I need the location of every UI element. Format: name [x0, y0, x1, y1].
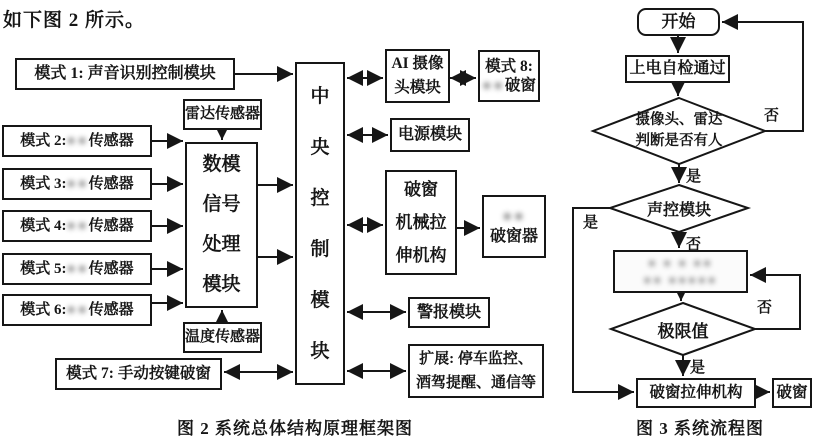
ai-camera-label: AI 摄像 头模块: [391, 55, 444, 96]
label-no-limit: 否: [757, 300, 773, 316]
box-mode3-sensor: [2, 168, 152, 200]
mode3-suffix: 传感器: [88, 175, 134, 192]
breaker-device-redacted: ●●: [502, 207, 526, 225]
flow-selfcheck: [625, 55, 730, 83]
mode4-prefix: 模式 4:: [20, 217, 67, 234]
box-mode5-sensor: [2, 253, 152, 285]
box-ai-camera-module: [385, 49, 450, 103]
box-mode1-label: 模式 1: 声音识别控制模块: [34, 65, 216, 82]
mode8-line1: 模式 8:: [485, 57, 533, 75]
mode4-redacted: ●●: [66, 217, 89, 234]
flow-start: [637, 8, 720, 36]
expansion-label: 扩展: 停车监控、 酒驾提醒、通信等: [415, 351, 536, 391]
box-temperature-sensor: [183, 322, 262, 353]
mode6-prefix: 模式 6:: [20, 301, 67, 318]
box-mode7-manual-button: [55, 358, 222, 390]
flow-blurred-line1: ● ● ● ●●: [647, 255, 713, 271]
radar-sensor-label: 雷达传感器: [185, 106, 261, 123]
dsp-module-label: 数模 信号 处理 模块: [202, 154, 241, 295]
label-no-voice: 否: [686, 237, 702, 253]
box-mode4-sensor: [2, 210, 152, 242]
box-mode6-sensor: [2, 294, 152, 326]
mode3-redacted: ●●: [66, 175, 89, 192]
box-radar-sensor: [183, 99, 262, 130]
flow-blurred-line2: ●● ●●●●●: [643, 271, 718, 287]
mode5-redacted: ●●: [66, 260, 89, 277]
mode8-line2: [482, 76, 536, 95]
flow-break-window-label: 破窗: [776, 384, 808, 402]
mode2-prefix: 模式 2:: [20, 132, 67, 149]
central-control-label: 中 央 控 制 模 块: [310, 85, 330, 362]
mode5-prefix: 模式 5:: [20, 260, 67, 277]
break-mechanism-label: 破窗 机械拉 伸机构: [395, 180, 447, 265]
box-central-control-module: [295, 62, 345, 385]
breaker-device-label: 破窗器: [489, 227, 538, 245]
box-alarm-module: [408, 297, 490, 328]
mode2-redacted: ●●: [66, 132, 89, 149]
box-break-mechanism: [385, 170, 457, 275]
flow-decision-detect-label: 摄像头、雷达 判断是否有人: [635, 112, 723, 149]
box-mode2-sensor: [2, 125, 152, 157]
flow-pull-mechanism-label: 破窗拉伸机构: [649, 384, 743, 402]
label-yes-voice: 是: [583, 215, 599, 231]
box-power-module: [390, 118, 470, 152]
alarm-module-label: 警报模块: [416, 303, 481, 321]
mode8-break-text: 破窗: [504, 77, 536, 94]
flow-blurred-sensor-box: [613, 250, 748, 293]
box-breaker-device: [482, 195, 546, 258]
mode8-redacted: ●●: [482, 77, 505, 94]
box-dsp-module: [185, 142, 258, 308]
flow-pull-mechanism: [636, 378, 756, 408]
mode3-prefix: 模式 3:: [20, 175, 67, 192]
box-expansion-functions: [408, 344, 544, 398]
figure3-caption: 图 3 系统流程图: [636, 419, 764, 438]
flow-start-label: 开始: [661, 12, 696, 32]
temperature-sensor-label: 温度传感器: [185, 329, 261, 346]
flow-decision-limit-label: 极限值: [657, 321, 709, 341]
flow-break-window: [772, 378, 812, 408]
mode7-label: 模式 7: 手动按键破窗: [66, 365, 211, 383]
label-no-detect: 否: [764, 108, 780, 124]
mode5-suffix: 传感器: [88, 260, 134, 277]
flow-selfcheck-label: 上电自检通过: [629, 60, 726, 77]
box-mode8: [478, 50, 540, 102]
figure2-caption: 图 2 系统总体结构原理框架图: [177, 419, 413, 438]
mode6-redacted: ●●: [66, 301, 89, 318]
mode2-suffix: 传感器: [88, 132, 134, 149]
mode4-suffix: 传感器: [88, 217, 134, 234]
mode6-suffix: 传感器: [88, 301, 134, 318]
power-module-label: 电源模块: [397, 126, 462, 143]
label-yes-limit: 是: [690, 360, 706, 376]
label-yes-detect: 是: [686, 169, 702, 185]
flow-decision-voice-label: 声控模块: [646, 201, 711, 219]
intro-text: 如下图 2 所示。: [3, 10, 146, 31]
box-mode1-voice-recognition: [15, 58, 235, 90]
